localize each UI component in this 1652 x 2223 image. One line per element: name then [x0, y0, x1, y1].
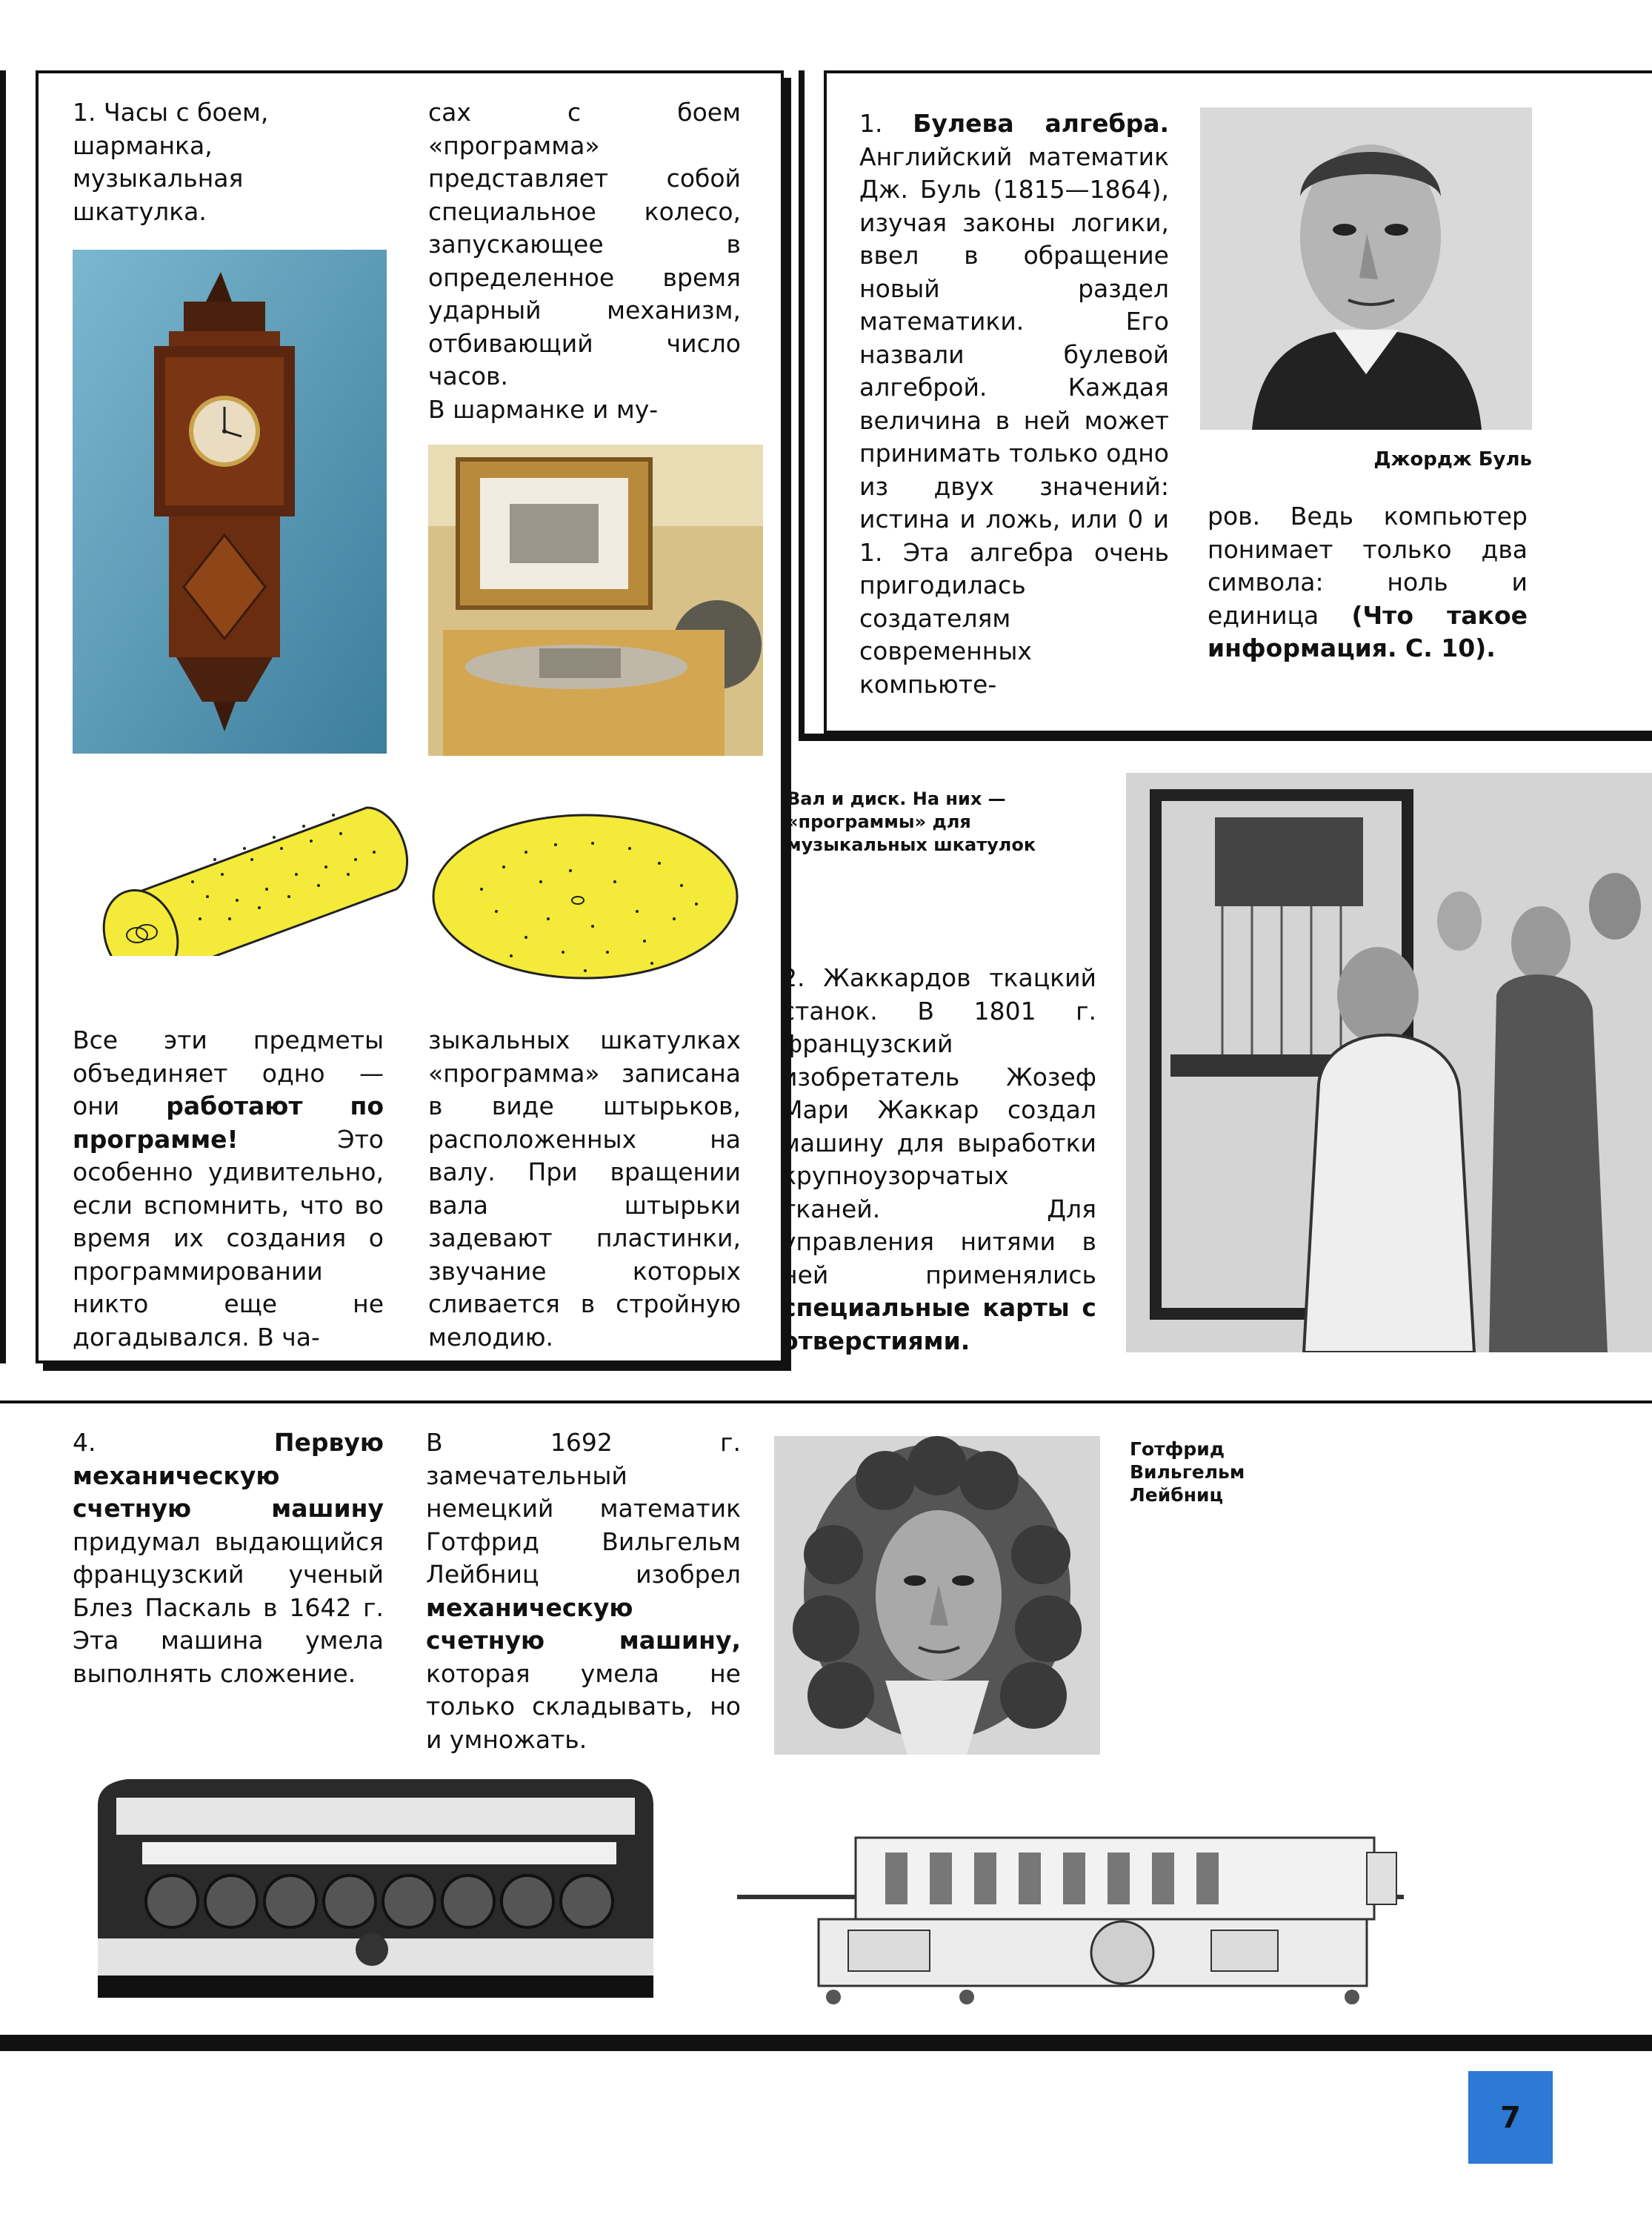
clocks-col2-text: сах с боем «программа» представляет собой специальное колесо, запускающее в определенное время ударный механизм, отбивающий число часов. В шарманке и му- [428, 98, 741, 424]
page-number-badge [1468, 2071, 1553, 2164]
clock-photo [73, 250, 387, 754]
barrel-organ-photo [428, 445, 763, 756]
clocks-col1-intro: 1. Часы с боем, шарманка, музыкальная шкатулка. [73, 98, 269, 226]
leibniz-portrait [774, 1436, 1100, 1755]
leibniz-text: В 1692 г. замечательный немецкий математик Готфрид Вильгельм Лейбниц изобрел механическую счетную машину, которая умела не только складывать, но и умножать. [426, 1428, 741, 1754]
box-boole-shadow-side [799, 70, 805, 741]
boole-caption: Джордж Буль [1373, 448, 1532, 471]
boole-text-continued: ров. Ведь компьютер понимает только два символа: ноль и единица (Что такое информация. С. 10). [1208, 502, 1528, 662]
boole-portrait [1200, 107, 1532, 430]
page-number: 7 [1500, 2100, 1521, 2135]
boole-heading: Булева алгебра. [913, 109, 1169, 138]
box-clocks-shadow-bottom [43, 1363, 791, 1371]
mid-divider [0, 1400, 1652, 1403]
box-boole-shadow-left [799, 734, 1652, 741]
jacquard-text: 2. Жаккардов ткацкий станок. В 1801 г. французский изобретатель Жозеф Мари Жаккар создал машину для выработки крупноузорчатых тканей. Для управления нитями в ней применялись специальные карты с отверстиями. [782, 963, 1096, 1355]
bottom-rule [0, 2035, 1652, 2051]
roller-illustration [81, 771, 430, 956]
disc-illustration [415, 800, 756, 993]
roller-caption: Вал и диск. На них — «программы» для музыкальных шкатулок [787, 788, 1036, 855]
clocks-col2-lower: зыкальных шкатулках «программа» записана в виде штырьков, расположенных на валу. При вращении вала штырьки задевают пластинки, звучание которых сливается в стройную мелодию. [428, 1026, 741, 1352]
pascal-text: 4. Первую механическую счетную машину придумал выдающийся французский ученый Блез Паскаль в 1642 г. Эта машина умела выполнять сложение. [73, 1428, 384, 1688]
leibniz-caption: Готфрид Вильгельм Лейбниц [1130, 1438, 1245, 1506]
jacquard-loom-engraving [1126, 773, 1652, 1352]
clocks-col1-lower: Все эти предметы объединяет одно — они работают по программе! Это особенно удивительно, если вспомнить, что во время их создания о программировании никто еще не догадывался. В ча- [73, 1026, 384, 1352]
left-edge-bar [0, 70, 6, 1363]
pascaline-photo [83, 1761, 668, 2013]
leibniz-machine-photo [737, 1808, 1419, 2023]
boole-text: 1. Булева алгебра. Английский математик Дж. Буль (1815—1864), изучая законы логики, ввел в обращение новый раздел математики. Его назвали булевой алгеброй. Каждая величина в ней может принимать только одно из двух значений: истина и ложь, или 0 и 1. Эта алгебра очень пригодилась создателям современных компьюте- [859, 109, 1169, 699]
